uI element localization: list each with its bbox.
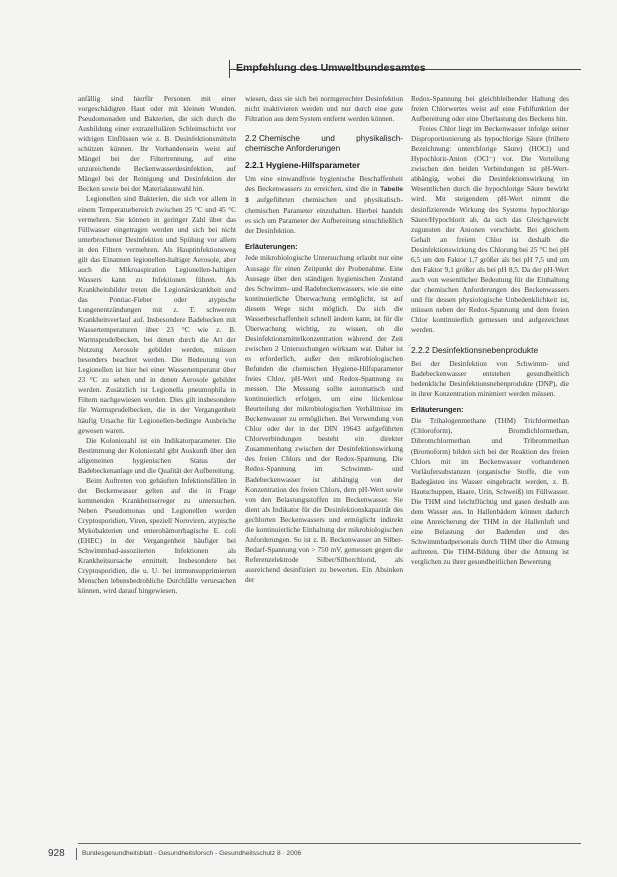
paragraph: Freies Chlor liegt im Beckenwasser infolge seiner Disproportionierung als hypochlorige Säure (frühere Bezeichnung: unterchlorige Säure) (HOCl) und Hypochlorit-Anion (OCl⁻) vor. Die Verteilung zwischen den beiden Verbindungen ist pH-Wert-abhängig, wobei die Desinfektionswirkung im Wesentlichen durch die hypochlorige Säure bewirkt wird. Mit steigendem pH-Wert nimmt die desinfizierende Wirkung des Systems hypochlorige Säure/Hypochlorit ab, da sich das Gleichgewicht zugunsten der Anionen verschiebt. Bei gleichem Gehalt an freiem Chlor ist deshalb die Desinfektionswirkung des Chlorung bei 25 °C bei pH 6,5 um den Faktor 1,7 größer als bei pH 7,5 und um den Faktor 9,1 größer als bei pH 8,5. Da der pH-Wert auch von wesentlicher Bedeutung für die Einhaltung der chemischen Anforderungen des Beckenwassers und für dessen physiologische Unbedenklichkeit ist, müssen neben der Redox-Spannung und dem freien Chlor kontinuierlich gemessen und aufgezeichnet werden. xyxy=(411,124,569,335)
paragraph: Legionellen sind Bakterien, die sich vor allem in einem Temperaturbereich zwischen 25 °C und 45 °C vermehren. Sie können in geringer Zahl über das Füllwasser eingetragen werden und sich bei nicht unterbrochener Desinfektion und Spülung vor allem in den Filtern vermehren. Als Hauptinfektionsweg gilt das Einatmen legionellen-haltiger Aerosole, aber auch die Mikroaspiration Legionellen-haltigen Wassers kann zu Infektionen führen. Als Krankheitsbilder treten die Legionärskrankheit und das Pontiac-Fieber oder atypische Lungenentzündungen mit z. T. schwerem Krankheitsverlauf auf. Insbesondere Badebecken mit Wassertemperaturen über 23 °C wie z. B. Warmsprudelbecken, bei denen durch die Art der Nutzung Aerosole gebildet werden, müssen besonders beachtet werden. Die Bedeutung von Legionellen ist hier bei einer Wassertemperatur über 23 °C zu sehen und in denen Aerosole gebildet werden. Zusätzlich ist Legionella pneumophila in Filtern nachgewiesen worden. Dies gilt insbesondere für Warmsprudelbecken, die in der Vergangenheit häufig Ursache für Legionellen-bedingte Ausbrüche gewesen waren. xyxy=(78,194,236,435)
section-heading xyxy=(245,134,403,154)
footer-rule xyxy=(78,843,581,844)
subsection-heading: 2.2.2 Desinfektionsnebenprodukte xyxy=(411,345,539,356)
subsection-heading: 2.2.1 Hygiene-Hilfsparameter xyxy=(245,160,360,171)
section-title: Chemische und physikalisch-chemische Anforderungen xyxy=(245,134,403,154)
paragraph: Redox-Spannung bei gleichbleibender Haltung des freien Chlorwertes weist auf eine Fehlfunktion der Aufbereitung oder eine Überlastung des Beckens hin. xyxy=(411,94,569,124)
paragraph-text: Um eine einwandfreie hygienische Beschaffenheit des Beckenwassers zu erreichen, sind die in xyxy=(245,174,403,194)
paragraph: Beim Auftreten von gehäuften Infektionsfällen in der Beckenwasser gelten auf die in Frage kommenden Krankheitserreger zu untersuchen. Neben Pseudomonas und Legionellen werden Cryptosporidien, Viren, speziell Noroviren, atypische Mykobakterien und enterohämorrhagische E. coli (EHEC) in der Vergangenheit häufiger bei Schwimmbad-assoziierten Infektionen als Krankheitsursache ermittelt. Insbesondere bei Cryptosporidien, die u. U. bei immunsupprimierten Menschen lebensbedrohliche Durchfälle verursachen können, wird darauf hingewiesen, xyxy=(78,475,236,596)
text-column-2 xyxy=(245,94,403,585)
paragraph-text: aufgeführten chemischen und physikalisch-chemischen Parameter einzuhalten. Hierbei handelt es sich um Parameter der Aufbereitung einschließlich der Desinfektion. xyxy=(245,195,403,236)
text-column-3 xyxy=(411,94,569,567)
text-column-1 xyxy=(78,94,236,596)
paragraph: wiesen, dass sie sich bei normgerechter Desinfektion nicht inaktivieren werden und nur durch eine gute Filtration aus dem System entfernt werden können. xyxy=(245,94,403,124)
footer-citation: Bundesgesundheitsblatt - Gesundheitsforsch - Gesundheitsschutz 8 · 2006 xyxy=(82,850,302,857)
table-reference-link[interactable]: Tabelle 3 xyxy=(245,186,404,205)
paragraph: anfällig sind hierfür Personen mit einer vorgeschädigten Haut oder mit kleinen Wunden. Pseudomonaden und Bakterien, die sich durch die Ausbildung einer extrazellulären Schleimschicht vor widrigen Einflüssen wie z. B. Desinfektionsmitteln schützen können. Ihr Vorhandensein weist auf Mängel bei der Filtertrennung, auf eine unzureichende Beckenwasserdesinfektion, auf Mängel bei der Reinigung und Desinfektion der Becken sowie bei der Materialauswahl hin. xyxy=(78,94,236,194)
explanation-label: Erläuterungen: xyxy=(245,242,298,252)
page-number: 928 xyxy=(48,848,65,859)
footer-separator xyxy=(76,848,77,860)
paragraph xyxy=(245,174,403,236)
running-header-title: Empfehlung des Umweltbundesamtes xyxy=(236,62,426,74)
paragraph: Die Koloniezahl ist ein Indikatorparameter. Die Bestimmung der Koloniezahl gibt Auskunft über den allgemeinen hygienischen Status der Badebeckenanlage und die Qualität der Aufbereitung. xyxy=(78,435,236,475)
paragraph: Jede mikrobiologische Untersuchung erlaubt nur eine Aussage für einen Zeitpunkt der Probenahme. Eine Aussage über den ständigen hygienischen Zustand des Schwimm- und Badebeckenwassers, wie sie eine kontinuierliche Überwachung ermöglicht, ist auf diesem Wege nicht möglich. Da sich die Wasserbeschaffenheit schnell ändern kann, ist für die Überwachung wichtig, zu wissen, ob die Desinfektionsmittelkonzentration während der Zeit zwischen 2 Untersuchungen wirksam war. Daher ist es erforderlich, außer den mikrobiologischen Befunden die chemischen Hygiene-Hilfsparameter freies Chlor, pH-Wert und Redox-Spannung zu messen. Die Messung sollte automatisch und kontinuierlich erfolgen, um eine lückenlose Beurteilung der mikrobiologischen Verhältnisse im Beckenwasser zu ermöglichen. Bei Verwendung von Chlor oder der in der DIN 19643 aufgeführten Chlorverbindungen besteht ein direkter Zusammenhang zwischen der Desinfektionswirkung des freien Chlors und der Redox-Spannung. Die Redox-Spannung im Schwimm- und Badebeckenwasser ist abhängig von der Konzentration des freien Chlors, dem pH-Wert sowie von den Belastungsstoffen im Beckenwasser. Sie dient als Indikator für die Desinfektionskapazität des gechlorten Beckenwassers und ermöglicht indirekt die kontinuierliche Einhaltung der mikrobiologischen Anforderungen. So ist z. B. Beckenwasser an Silber-Bedarf-Spannung von > 750 mV, gemessen gegen die Referenzelektrode Silber/Silberchlorid, als ausreichend desinfiziert zu bewerten. Ein Absinken der xyxy=(245,253,403,584)
explanation-label: Erläuterungen: xyxy=(411,405,464,415)
paragraph: Bei der Desinfektion von Schwimm- und Badebeckenwasser entstehen gesundheitlich bedenkliche Desinfektionsnebenprodukte (DNP), die in ihrer Konzentration minimiert werden müssen. xyxy=(411,359,569,399)
section-number: 2.2 xyxy=(245,134,257,144)
paragraph: Die Trihalogenmethane (THM) Trichlormethan (Chloroform), Bromdichlormethan, Dibromchlormethan und Tribrommethan (Bromoform) bilden sich bei der Reaktion des freien Chlors mit im Beckenwasser vorhandenen Vorläufersubstanzen (organische Stoffe, die von Badegästen ins Wasser eingebracht werden, z. B. Hautschuppen, Haare, Urin, Schweiß) im Füllwasser. Die THM sind leichtflüchtig und gasen deshalb aus dem Wasser aus. In Hallenbädern können dadurch eine Anreicherung der THM in der Hallenluft und eine Belastung der Badenden und des Schwimmbadpersonals durch THM über die Atmung auftreten. Die THM-Bildung über die Atmung ist verglichen zu ihrer gesundheitlichen Bewertung xyxy=(411,416,569,567)
